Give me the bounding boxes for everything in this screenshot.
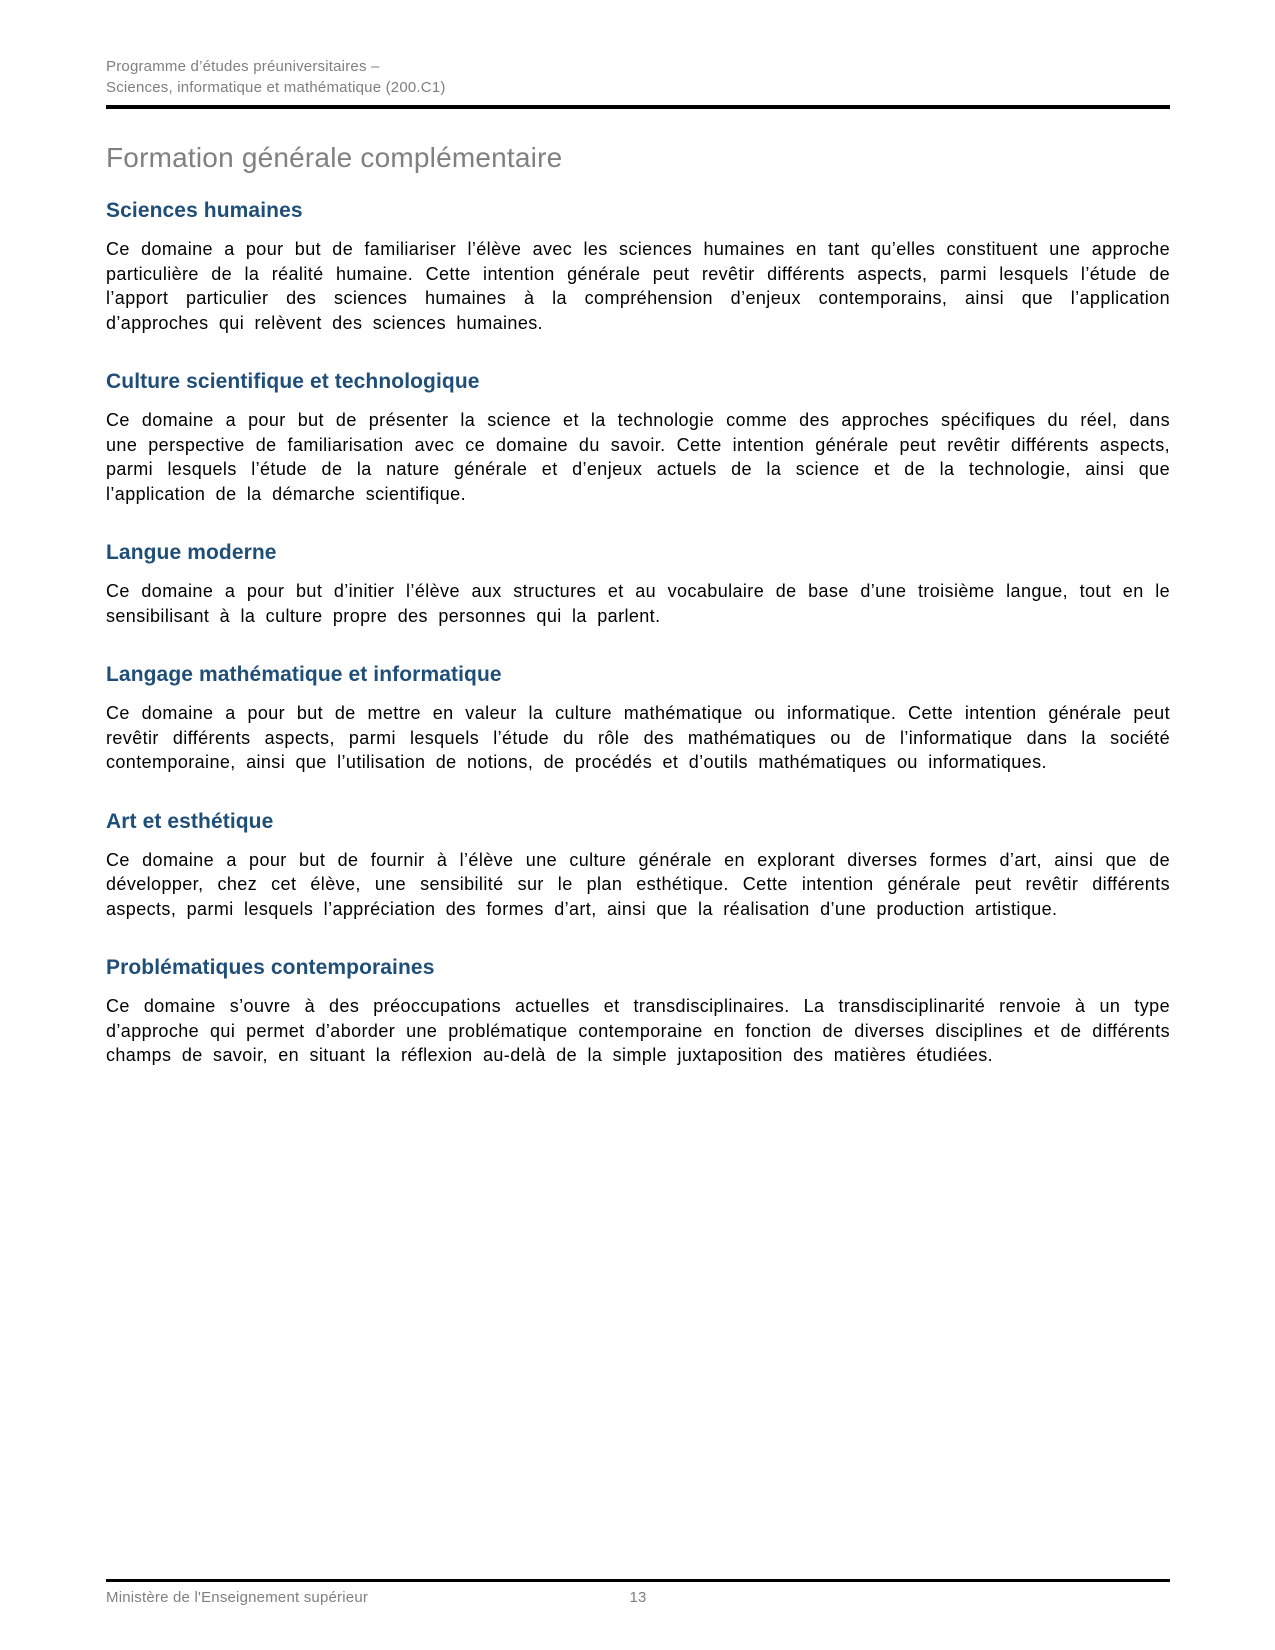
section-heading: Sciences humaines [106,199,303,222]
section-paragraph: Ce domaine a pour but de fournir à l’élève une culture générale en explorant diverses formes d’art, ainsi que de développer, chez cet élève, une sensibilité sur le plan esthétique. Cette intention générale peut revêtir différents aspects, parmi lesquels l’appréciation des formes d’art, ainsi que la réalisation d’une production artistique. [106,849,1170,919]
section-paragraph: Ce domaine s’ouvre à des préoccupations actuelles et transdisciplinaires. La transdisciplinarité renvoie à un type d’approche qui permet d’aborder une problématique contemporaine en fonction de diverses disciplines et de différents champs de savoir, en situant la réflexion au-delà de la simple juxtaposition des matières étudiées. [106,996,1170,1065]
section-problematiques-contemporaines [106,955,1170,1068]
section-langage-mathematique [106,662,1170,775]
section-langue-moderne [106,540,1170,628]
footer-ministry-label: Ministère de l'Enseignement supérieur [106,1589,369,1606]
section-paragraph: Ce domaine a pour but de familiariser l’élève avec les sciences humaines en tant qu’elles constituent une approche particulière de la réalité humaine. Cette intention générale peut revêtir différents aspects, parmi lesquels l’étude de l’apport particulier des sciences humaines à la compréhension d’enjeux contemporains, ainsi que l’application d’approches qui relèvent des sciences humaines. [106,239,1170,333]
page-footer [106,1579,1170,1608]
document-body [106,140,1170,1068]
section-sciences-humaines [106,198,1170,335]
section-heading: Langue moderne [106,541,277,564]
page-number: 13 [629,1589,647,1606]
section-heading: Problématiques contemporaines [106,956,435,979]
section-heading: Langage mathématique et informatique [106,663,502,686]
section-art-esthetique [106,809,1170,922]
header-program-line1: Programme d’études préuniversitaires – [106,58,380,75]
header-program-line2: Sciences, informatique et mathématique (200.C1) [106,79,446,96]
section-culture-scientifique [106,369,1170,506]
section-paragraph: Ce domaine a pour but de présenter la science et la technologie comme des approches spécifiques du réel, dans une perspective de familiarisation avec ce domaine du savoir. Cette intention générale peut revêtir différents aspects, parmi lesquels l’étude de la nature générale et d’enjeux actuels de la science et de la technologie, ainsi que l’application de la démarche scientifique. [106,410,1170,504]
section-heading: Culture scientifique et technologique [106,370,480,393]
footer-row [106,1588,1170,1608]
section-paragraph: Ce domaine a pour but de mettre en valeur la culture mathématique ou informatique. Cette intention générale peut revêtir différents aspects, parmi lesquels l’étude du rôle des mathématiques ou de l’informatique dans la société contemporaine, ainsi que l’utilisation de notions, de procédés et d’outils mathématiques ou informatiques. [106,703,1170,772]
section-heading: Art et esthétique [106,809,274,833]
header-rule [106,105,1170,109]
footer-rule [106,1579,1170,1582]
page-title: Formation générale complémentaire [106,142,563,173]
section-paragraph: Ce domaine a pour but d’initier l’élève aux structures et au vocabulaire de base d’une troisième langue, tout en le sensibilisant à la culture propre des personnes qui la parlent. [106,581,1170,626]
page-header [106,56,1170,109]
